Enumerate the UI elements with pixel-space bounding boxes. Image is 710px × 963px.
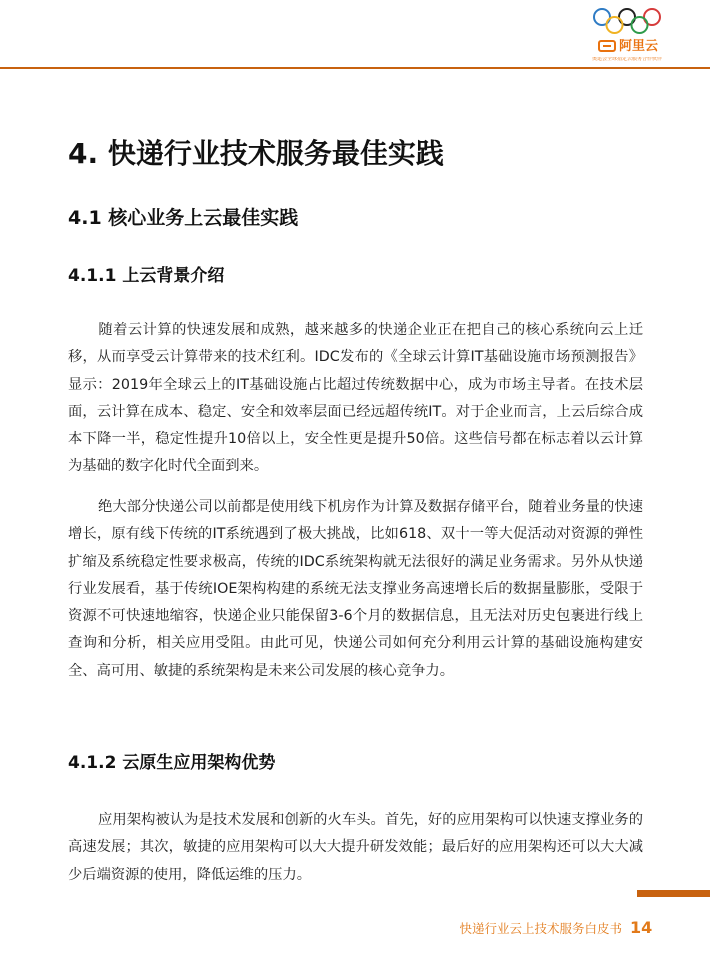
brand-subtitle: 奥运会全球指定云服务合作伙伴 <box>591 57 662 62</box>
section-title: 4.1 核心业务上云最佳实践 <box>68 207 299 229</box>
body-paragraph <box>68 494 643 685</box>
footer-accent-bar <box>637 890 710 897</box>
chapter-title: 4. 快递行业技术服务最佳实践 <box>68 137 444 170</box>
body-paragraph <box>68 807 643 889</box>
header-divider <box>0 67 710 69</box>
paragraph-text: 应用架构被认为是技术发展和创新的火车头。首先，好的应用架构可以快速支撑业务的高速发展；其次，敏捷的应用架构可以大大提升研发效能；最后好的应用架构还可以大大减少后端资源的使用，降低运维的压力。 <box>68 812 643 883</box>
aliyun-mark-icon <box>598 40 616 52</box>
page-number: 14 <box>630 918 653 937</box>
subsection-title-background: 4.1.1 上云背景介绍 <box>68 266 225 286</box>
paragraph-text: 随着云计算的快速发展和成熟，越来越多的快递企业正在把自己的核心系统向云上迁移，从而享受云计算带来的技术红利。IDC发布的《全球云计算IT基础设施市场预测报告》显示：2019年全球云上的IT基础设施占比超过传统数据中心，成为市场主导者。在技术层面，云计算在成本、稳定、安全和效率层面已经远超传统IT。对于企业而言，上云后综合成本下降一半，稳定性提升10倍以上，安全性更是提升50倍。这些信号都在标志着以云计算为基础的数字化时代全面到来。 <box>68 322 643 475</box>
body-paragraph <box>68 317 643 481</box>
olympic-rings-icon <box>590 6 664 36</box>
subsection-title-cloud-native: 4.1.2 云原生应用架构优势 <box>68 753 276 773</box>
brand-row <box>588 37 668 55</box>
brand-logo <box>584 6 670 64</box>
brand-name: 阿里云 <box>618 38 658 54</box>
footer-document-title: 快递行业云上技术服务白皮书 <box>459 921 622 936</box>
paragraph-text: 绝大部分快递公司以前都是使用线下机房作为计算及数据存储平台，随着业务量的快速增长，原有线下传统的IT系统遇到了极大挑战，比如618、双十一等大促活动对资源的弹性扩缩及系统稳定性要求极高，传统的IDC系统架构就无法很好的满足业务需求。另外从快递行业发展看，基于传统IOE架构构建的系统无法支撑业务高速增长后的数据量膨胀，受限于资源不可快速地缩容，快递企业只能保留3-6个月的数据信息，且无法对历史包裹进行线上查询和分析，相关应用受阻。由此可见，快递公司如何充分利用云计算的基础设施构建安全、高可用、敏捷的系统架构是未来公司发展的核心竞争力。 <box>68 499 643 679</box>
